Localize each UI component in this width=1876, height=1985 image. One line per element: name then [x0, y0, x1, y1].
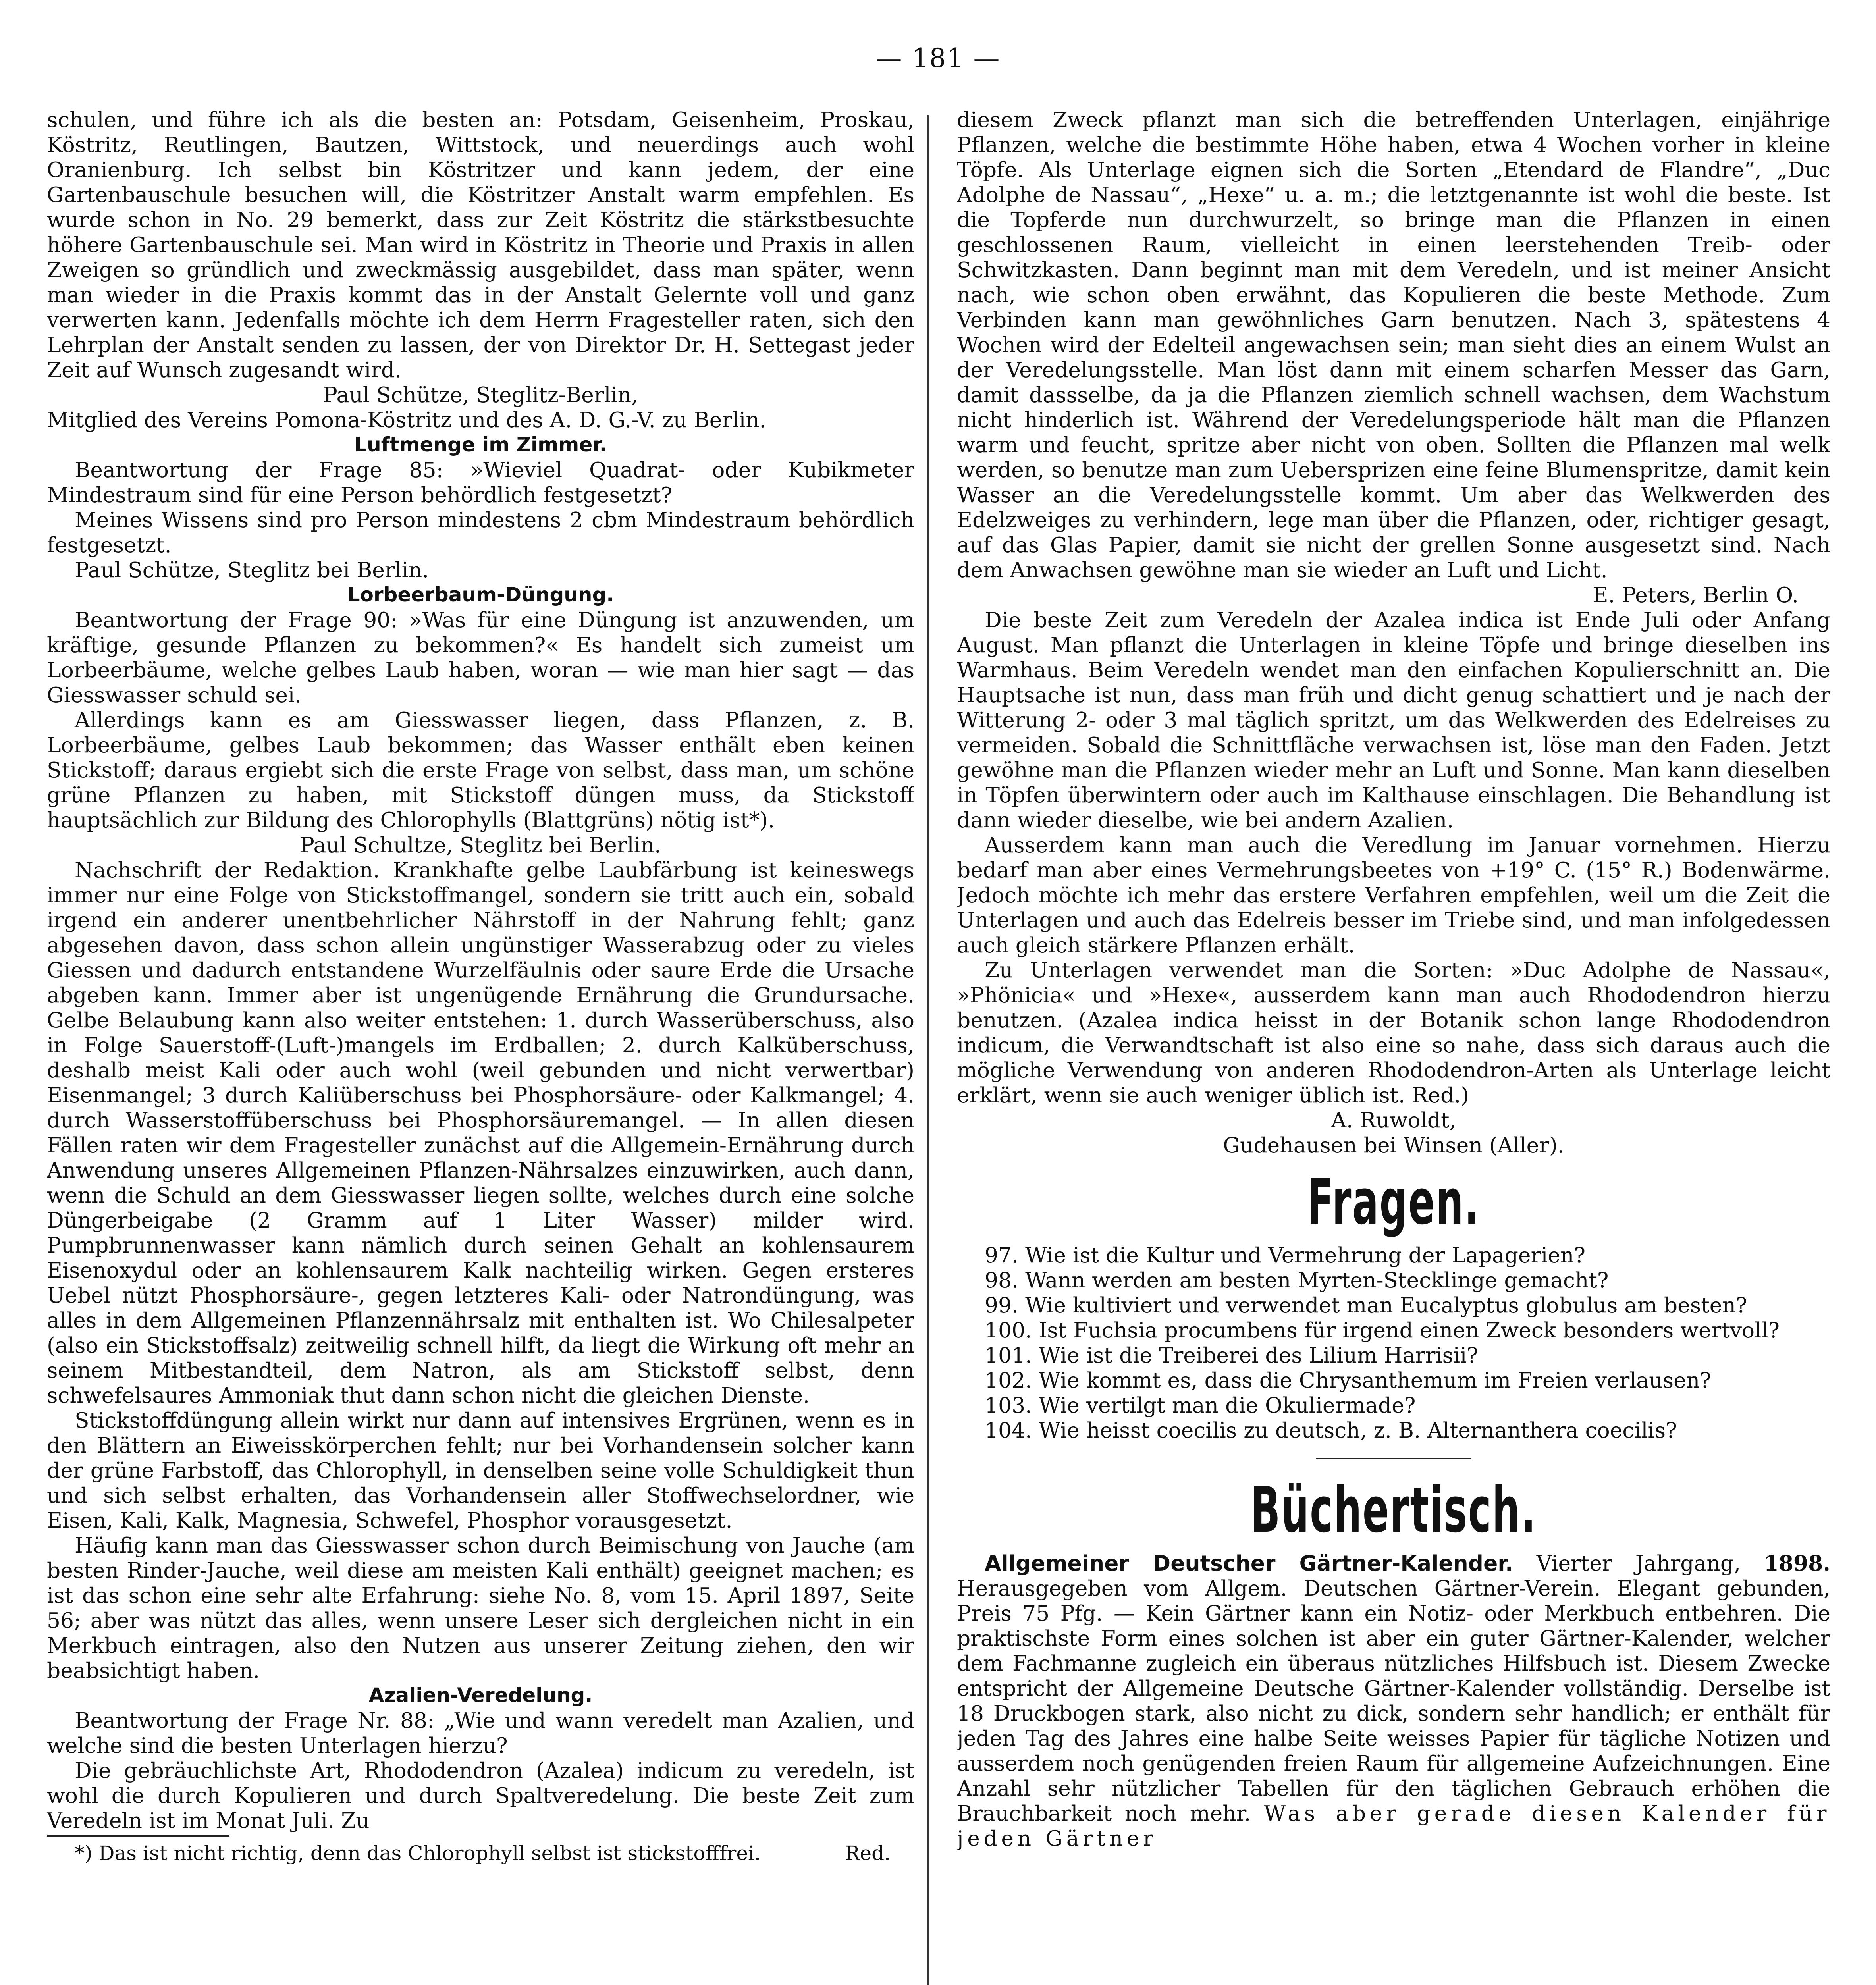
azalea-continuation: diesem Zweck pflanzt man sich die betreffenden Unterlagen, einjährige Pflanzen, welche die bestimmte Höhe haben, etwa 4 Wochen vorher in kleine Töpfe. Als Unterlage eignen sich die Sorten „Etendard de Flandre“, „Duc Adolphe de Nassau“, „Hexe“ u. a. m.; die letztgenannte ist wohl die beste. Ist die Topferde nun durchwurzelt, so bringe man die Pflanzen in einen geschlossenen Raum, vielleicht in einen leerstehenden Treib- oder Schwitzkasten. Dann beginnt man mit dem Veredeln, und ist meiner Ansicht nach, wie schon oben erwähnt, das Kopulieren die beste Methode. Zum Verbinden kann man gewöhnliches Garn benutzen. Nach 3, spätestens 4 Wochen wird der Edelteil angewachsen sein; man sieht dies an einem Wulst an der Veredelungsstelle. Man löst dann mit einem scharfen Messer das Garn, damit dassselbe, da ja die Pflanzen ziemlich schnell wachsen, dem Wachstum nicht hinderlich ist. Während der Veredelungsperiode hält man die Pflanzen warm und feucht, spritze aber nicht von oben. Sollten die Pflanzen mal welk werden, so benutze man zum Uebersprizen eine feine Blumenspritze, damit kein Wasser an die Veredelungsstelle kommt. Um aber das Welkwerden des Edelzweiges zu verhindern, lege man über die Pflanzen, oder, richtiger gesagt, auf das Glas Papier, damit sie nicht der grellen Sonne ausgesetzt sind. Nach dem Anwachsen gewöhne man sie wieder an Luft und Licht.	[957, 107, 1830, 582]
paragraph-unterlagen: Zu Unterlagen verwendet man die Sorten: »Duc Adolphe de Nassau«, »Phönicia« und »Hexe«, ausserdem kann man auch Rhododendron hierzu benutzen. (Azalea indica heisst in der Botanik schon lange Rhododendron indicum, die Verwandtschaft ist also eine so nahe, dass sich daraus auch die mögliche Verwendung von anderen Rhododendron-Arten als Unterlage leicht erklärt, wenn sie auch weniger üblich ist. Red.)	[957, 958, 1830, 1108]
question-item: 100. Ist Fuchsia procumbens für irgend einen Zweck besonders wertvoll?	[985, 1318, 1780, 1343]
book-year: 1898.	[1764, 1551, 1830, 1576]
paragraph-januar: Ausserdem kann man auch die Veredlung im Januar vornehmen. Hierzu bedarf man aber eines Vermehrungsbeetes von +19° C. (15° R.) Bodenwärme. Jedoch möchte ich mehr das erstere Verfahren empfehlen, weil um die Zeit die Unterlagen und auch das Edelreis besser im Triebe sind, und man infolgedessen auch gleich stärkere Pflanzen erhält.	[957, 833, 1830, 958]
book-review: Allgemeiner Deutscher Gärtner-Kalender. Vierter Jahrgang, 1898. Herausgegeben vom Allgem. Deutschen Gärtner-Verein. Elegant gebunden, Preis 75 Pfg. — Kein Gärtner kann ein Notiz- oder Merkbuch entbehren. Die praktischste Form eines solchen ist aber ein guter Gärtner-Kalender, welcher dem Fachmanne zugleich ein überaus nützliches Hilfsbuch ist. Diesem Zwecke entspricht der Allgemeine Deutsche Gärtner-Kalender vollständig. Derselbe ist 18 Druckbogen stark, also nicht zu dick, sondern sehr handlich; er enthält für jeden Tag des Jahres eine halbe Seite weisses Papier für tägliche Notizen und ausserdem noch genügenden freien Raum für allgemeine Aufzeichnungen. Eine Anzahl sehr nützlicher Tabellen für den täglichen Gebrauch erhöhen die Brauchbarkeit noch mehr. Was aber gerade diesen Kalender für jeden Gärtner	[957, 1551, 1830, 1851]
heading-azalien: Azalien-Veredelung.	[368, 1684, 593, 1707]
signature-affiliation: Mitglied des Vereins Pomona-Köstritz und des A. D. G.-V. zu Berlin.	[47, 407, 766, 432]
heading-luftmenge: Luftmenge im Zimmer.	[354, 433, 607, 456]
signature-luftmenge: Paul Schütze, Steglitz bei Berlin.	[75, 557, 429, 582]
right-column	[957, 107, 1830, 1985]
editorial-postscript: Nachschrift der Redaktion. Krankhafte gelbe Laubfärbung ist keineswegs immer nur eine Folge von Stickstoffmangel, sondern sie tritt auch ein, sobald irgend ein anderer unentbehrlicher Nährstoff in der Nahrung fehlt; ganz abgesehen davon, dass schon allein ungünstiger Wasserabzug oder zu vieles Giessen und dadurch entstandene Wurzelfäulnis oder saure Erde die Ursache abgeben kann. Immer aber ist ungenügende Ernährung die Grundursache. Gelbe Belaubung kann also weiter entstehen: 1. durch Wasserüberschuss, also in Folge Sauerstoff-(Luft-)mangels im Erdballen; 2. durch Kalküberschuss, deshalb meist Kali oder auch wohl (weil gebunden und nicht verwertbar) Eisenmangel; 3 durch Kaliüberschuss bei Phosphorsäure- oder Kalkmangel; 4. durch Wasserstoffüberschuss bei Phosphorsäuremangel. — In allen diesen Fällen raten wir dem Fragesteller zunächst auf die Allgemein-Ernährung durch Anwendung unseres Allgemeinen Pflanzen-Nährsalzes einzuwirken, auch dann, wenn die Schuld an dem Giesswasser liegen sollte, welches durch eine solche Düngerbeigabe (2 Gramm auf 1 Liter Wasser) milder wird. Pumpbrunnenwasser kann nämlich durch seinen Gehalt an kohlensaurem Eisenoxydul oder an kohlensaurem Kalk nachteilig wirken. Gegen ersteres Uebel nützt Phosphorsäure-, gegen letzteres Kali- oder Natrondüngung, was alles in dem Allgemeinen Pflanzennährsalz mit enthalten ist. Wo Chilesalpeter (also ein Stickstoffsalz) zeitweilig schnell hilft, da liegt die Wirkung oft mehr an seinem Mitbestandteil, dem Natron, als am Stickstoff selbst, denn schwefelsaures Ammoniak thut dann schon nicht die gleichen Dienste.	[47, 858, 914, 1408]
section-divider	[1316, 1458, 1471, 1459]
question-item: 98. Wann werden am besten Myrten-Stecklinge gemacht?	[985, 1268, 1609, 1293]
question-item: 99. Wie kultiviert und verwendet man Eucalyptus globulus am besten?	[985, 1293, 1747, 1318]
signature-ruwoldt-place: Gudehausen bei Winsen (Aller).	[1223, 1133, 1564, 1158]
answer-85: Meines Wissens sind pro Person mindestens 2 cbm Mindestraum behördlich festgesetzt.	[47, 507, 914, 557]
footnote-rule	[47, 1835, 229, 1837]
question-85: Beantwortung der Frage 85: »Wieviel Quadrat- oder Kubikmeter Mindestraum sind für eine Person behördlich festgesetzt?	[47, 457, 914, 507]
column-divider	[927, 115, 929, 1985]
question-item: 104. Wie heisst coecilis zu deutsch, z. B. Alternanthera coecilis?	[985, 1418, 1677, 1443]
heading-fragen: Fragen.	[1307, 1166, 1480, 1239]
heading-buechertisch: Büchertisch.	[1250, 1474, 1537, 1547]
question-item: 101. Wie ist die Treiberei des Lilium Harrisii?	[985, 1343, 1478, 1368]
book-title: Allgemeiner Deutscher Gärtner-Kalender.	[985, 1551, 1514, 1576]
paragraph-giesswasser: Häufig kann man das Giesswasser schon durch Beimischung von Jauche (am besten Rinder-Jauche, weil diese am meisten Kali enthält) geeignet machen; es ist das schon eine sehr alte Erfahrung: siehe No. 8, vom 15. April 1897, Seite 56; aber was nützt das alles, wenn unsere Leser sich dergleichen nicht in ein Merkbuch eintragen, also den Nutzen aus unserer Zeitung ziehen, den wir beabsichtigt haben.	[47, 1533, 914, 1683]
footnote: *) Das ist nicht richtig, denn das Chlorophyll selbst ist stickstofffrei. Red.	[47, 1841, 914, 1865]
question-item: 103. Wie vertilgt man die Okuliermade?	[985, 1393, 1416, 1418]
questions-list	[957, 1243, 1830, 1443]
signature-peters: E. Peters, Berlin O.	[1593, 582, 1799, 607]
signature-schuetze: Paul Schütze, Steglitz-Berlin,	[323, 382, 638, 407]
page-number: — 181 —	[875, 43, 1001, 73]
question-item: 102. Wie kommt es, dass die Chrysanthemum im Freien verlausen?	[985, 1368, 1711, 1393]
left-column	[47, 107, 914, 1985]
question-90: Beantwortung der Frage 90: »Was für eine Düngung ist anzuwenden, um kräftige, gesunde Pflanzen zu bekommen?« Es handelt sich zumeist um Lorbeerbäume, welche gelbes Laub haben, woran — wie man hier sagt — das Giesswasser schuld sei.	[47, 607, 914, 707]
article-continuation: schulen, und führe ich als die besten an: Potsdam, Geisenheim, Proskau, Köstritz, Reutlingen, Bautzen, Wittstock, und neuerdings auch wohl Oranienburg. Ich selbst bin Köstritzer und kann jedem, der eine Gartenbauschule besuchen will, die Köstritzer Anstalt warm empfehlen. Es wurde schon in No. 29 bemerkt, dass zur Zeit Köstritz die stärkstbesuchte höhere Gartenbauschule sei. Man wird in Köstritz in Theorie und Praxis in allen Zweigen so gründlich und zweckmässig ausgebildet, dass man später, wenn man wieder in die Praxis kommt das in der Anstalt Gelernte voll und ganz verwerten kann. Jedenfalls möchte ich dem Herrn Fragesteller raten, sich den Lehrplan der Anstalt senden zu lassen, der von Direktor Dr. H. Settegast jeder Zeit auf Wunsch zugesandt wird.	[47, 107, 914, 382]
paragraph-azalea-indica: Die beste Zeit zum Veredeln der Azalea indica ist Ende Juli oder Anfang August. Man pflanzt die Unterlagen in kleine Töpfe und bringe dieselben ins Warmhaus. Beim Veredeln wendet man den einfachen Kopulierschnitt an. Die Hauptsache ist nun, dass man früh und dicht genug schattiert und je nach der Witterung 2- oder 3 mal täglich spritzt, um das Welkwerden des Edelreises zu vermeiden. Sobald die Schnittfläche verwachsen ist, löse man den Faden. Jetzt gewöhne man die Pflanzen wieder mehr an Luft und Sonne. Man kann dieselben in Töpfen überwintern oder auch im Kalthause einschlagen. Die Behandlung ist dann wieder dieselbe, wie bei andern Azalien.	[957, 607, 1830, 833]
footnote-signature: Red.	[844, 1842, 891, 1865]
question-item: 97. Wie ist die Kultur und Vermehrung der Lapagerien?	[985, 1243, 1586, 1268]
paragraph-stickstoff: Stickstoffdüngung allein wirkt nur dann auf intensives Ergrünen, wenn es in den Blättern an Eiweisskörperchen fehlt; nur bei Vorhandensein solcher kann der grüne Farbstoff, das Chlorophyll, in denselben seine volle Schuldigkeit thun und sich selbst erhalten, das Vorhandensein aller Stoffwechselordner, wie Eisen, Kali, Kalk, Magnesia, Schwefel, Phosphor vorausgesetzt.	[47, 1408, 914, 1533]
signature-lorbeerbaum: Paul Schultze, Steglitz bei Berlin.	[300, 833, 661, 858]
signature-ruwoldt: A. Ruwoldt,	[1331, 1108, 1456, 1133]
heading-lorbeerbaum: Lorbeerbaum-Düngung.	[347, 583, 614, 606]
question-88: Beantwortung der Frage Nr. 88: „Wie und wann veredelt man Azalien, und welche sind die besten Unterlagen hierzu?	[47, 1708, 914, 1758]
answer-88: Die gebräuchlichste Art, Rhododendron (Azalea) indicum zu veredeln, ist wohl die durch Kopulieren und durch Spaltveredelung. Die beste Zeit zum Veredeln ist im Monat Juli. Zu	[47, 1758, 914, 1833]
answer-90: Allerdings kann es am Giesswasser liegen, dass Pflanzen, z. B. Lorbeerbäume, gelbes Laub bekommen; das Wasser enthält eben keinen Stickstoff; daraus ergiebt sich die erste Frage von selbst, dass man, um schöne grüne Pflanzen zu haben, mit Stickstoff düngen muss, da Stickstoff hauptsächlich zur Bildung des Chlorophylls (Blattgrüns) nötig ist*).	[47, 707, 914, 833]
